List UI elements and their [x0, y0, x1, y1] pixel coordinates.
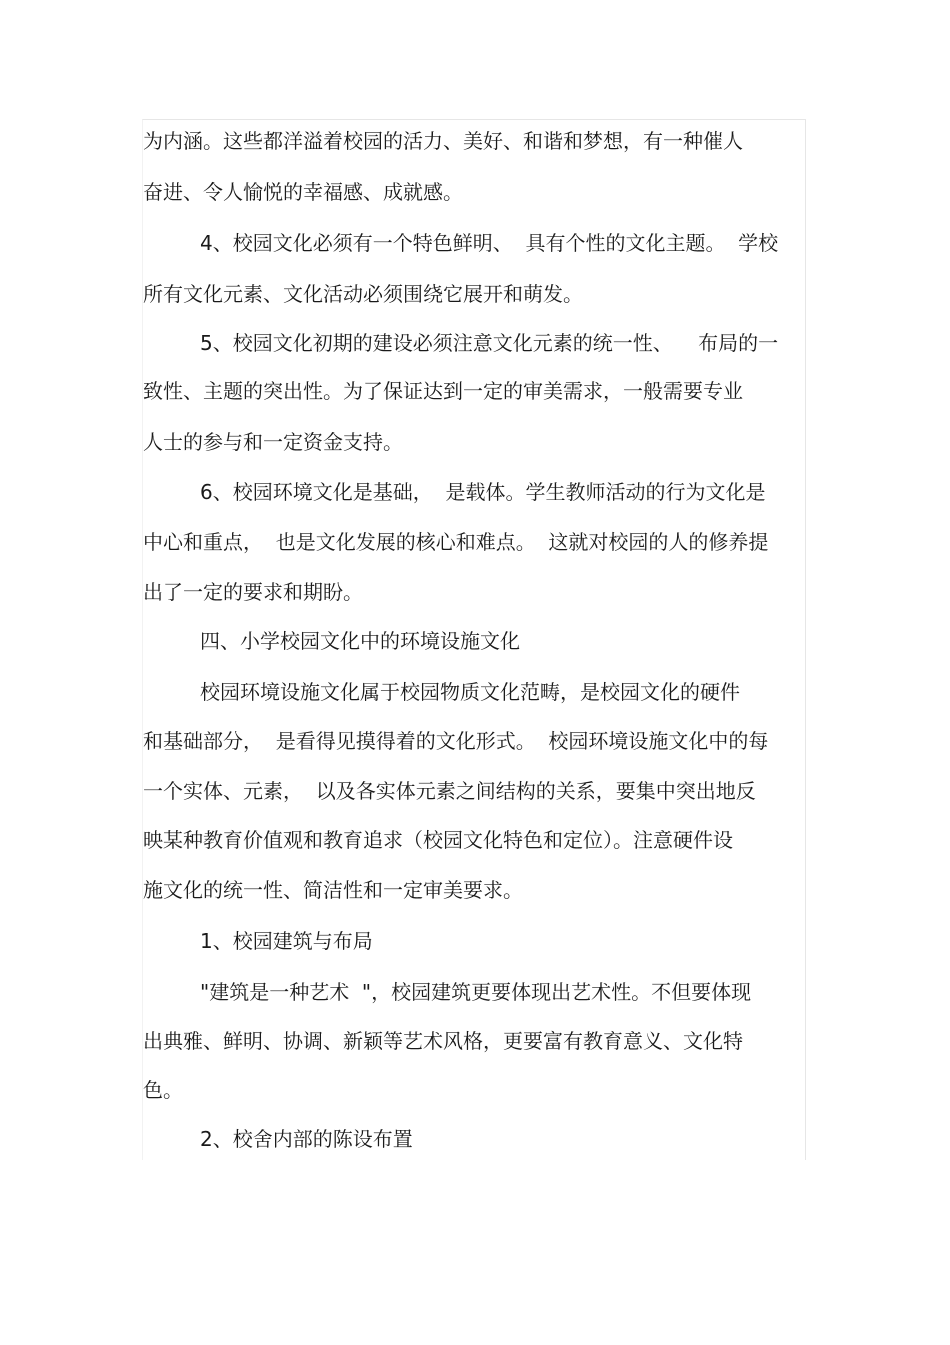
text-line: 4、校园文化必须有一个特色鲜明、 具有个性的文化主题。 学校 [200, 231, 779, 255]
text-line: 施文化的统一性、简洁性和一定审美要求。 [143, 878, 523, 902]
text-line: 6、校园环境文化是基础， 是载体。学生教师活动的行为文化是 [200, 480, 766, 504]
subsection-heading: 2、校舍内部的陈设布置 [200, 1127, 413, 1151]
text-line: 色。 [143, 1078, 183, 1102]
text-line: 人士的参与和一定资金支持。 [143, 430, 403, 454]
text-line: 和基础部分， 是看得见摸得着的文化形式。 校园环境设施文化中的每 [143, 729, 769, 753]
text-line: 所有文化元素、文化活动必须围绕它展开和萌发。 [143, 282, 583, 306]
text-line: 一个实体、元素， 以及各实体元素之间结构的关系，要集中突出地反 [143, 779, 756, 803]
section-heading: 四、小学校园文化中的环境设施文化 [200, 629, 520, 653]
text-line: 中心和重点， 也是文化发展的核心和难点。 这就对校园的人的修养提 [143, 530, 769, 554]
text-line: 校园环境设施文化属于校园物质文化范畴，是校园文化的硬件 [200, 680, 740, 704]
text-line: 奋进、令人愉悦的幸福感、成就感。 [143, 180, 463, 204]
text-line: 出典雅、鲜明、协调、新颖等艺术风格，更要富有教育意义、文化特 [143, 1029, 743, 1053]
text-line: "建筑是一种艺术 "，校园建筑更要体现出艺术性。不但要体现 [200, 980, 752, 1004]
text-line: 为内涵。这些都洋溢着校园的活力、美好、和谐和梦想，有一种催人 [143, 129, 743, 153]
text-line: 映某种教育价值观和教育追求（校园文化特色和定位）。注意硬件设 [143, 828, 733, 852]
text-line: 出了一定的要求和期盼。 [143, 580, 363, 604]
subsection-heading: 1、校园建筑与布局 [200, 929, 373, 953]
text-line: 致性、主题的突出性。为了保证达到一定的审美需求，一般需要专业 [143, 379, 743, 403]
text-line: 5、校园文化初期的建设必须注意文化元素的统一性、 布局的一 [200, 331, 779, 355]
